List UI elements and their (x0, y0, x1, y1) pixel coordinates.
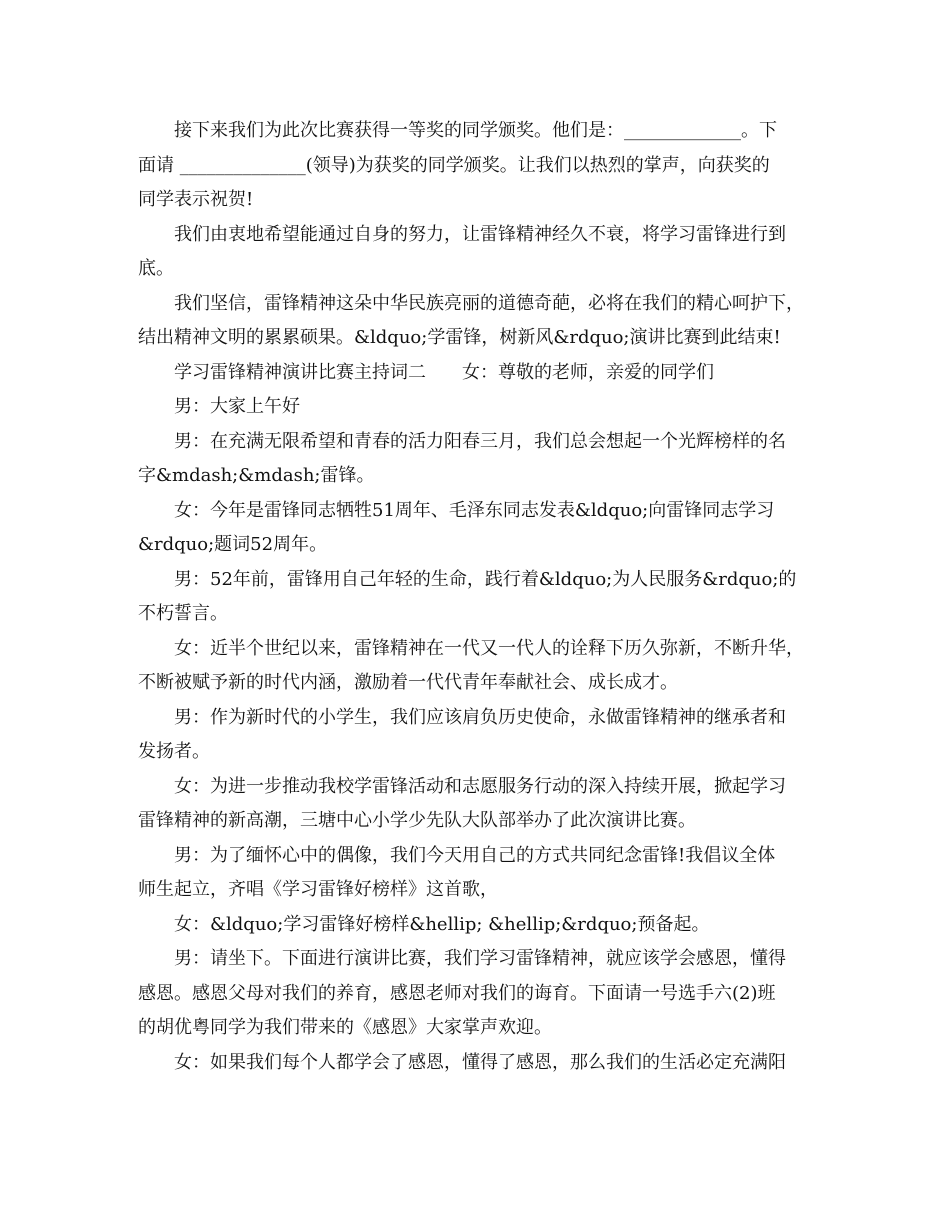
text-line: 同学表示祝贺! (138, 189, 254, 210)
text-line: 女：如果我们每个人都学会了感恩，懂得了感恩，那么我们的生活必定充满阳 (174, 1051, 786, 1073)
text-line: 男：在充满无限希望和青春的活力阳春三月，我们总会想起一个光辉榜样的名 (174, 430, 786, 452)
paragraph-male-students (138, 701, 818, 770)
paragraph-male-oath (138, 563, 818, 632)
document-body (138, 114, 818, 1080)
text-line: 发扬者。 (138, 741, 210, 762)
text-line: 男：为了缅怀心中的偶像，我们今天用自己的方式共同纪念雷锋!我倡议全体 (174, 844, 776, 866)
text-line: 不朽誓言。 (138, 603, 228, 624)
paragraph-female-century (138, 632, 818, 701)
paragraph-male-spring (138, 425, 818, 494)
text-line: 女：&ldquo;学习雷锋好榜样&hellip; &hellip;&rdquo;预备起。 (174, 913, 710, 935)
text-line: 接下来我们为此次比赛获得一等奖的同学颁奖。他们是：_____________。下 (174, 120, 777, 141)
text-line: 雷锋精神的新高潮，三塘中心小学少先队大队部举办了此次演讲比赛。 (138, 810, 696, 831)
text-line: 的胡优粤同学为我们带来的《感恩》大家掌声欢迎。 (138, 1017, 552, 1038)
paragraph-male-gratitude (138, 942, 818, 1046)
paragraph-female-closing (138, 1046, 818, 1081)
paragraph-hope (138, 218, 818, 287)
paragraph-male-greeting (138, 390, 818, 425)
paragraph-female-ready (138, 908, 818, 943)
text-line: 女：为进一步推动我校学雷锋活动和志愿服务行动的深入持续开展，掀起学习 (174, 775, 786, 797)
text-line: 男：作为新时代的小学生，我们应该肩负历史使命，永做雷锋精神的继承者和 (174, 706, 786, 728)
text-line: 字&mdash;&mdash;雷锋。 (138, 465, 375, 486)
paragraph-female-anniversary (138, 494, 818, 563)
text-line: 底。 (138, 258, 174, 279)
text-line: 男：大家上午好 (174, 396, 300, 417)
text-line: 感恩。感恩父母对我们的养育，感恩老师对我们的诲育。下面请一号选手六(2)班 (138, 982, 776, 1004)
paragraph-award (138, 114, 818, 218)
paragraph-male-song (138, 839, 818, 908)
text-line: 女：今年是雷锋同志牺牲51周年、毛泽东同志发表&ldquo;向雷锋同志学习 (174, 499, 775, 521)
text-line: 结出精神文明的累累硕果。&ldquo;学雷锋，树新风&rdquo;演讲比赛到此结束! (138, 327, 781, 348)
text-line: 面请 ______________(领导)为获奖的同学颁奖。让我们以热烈的掌声，向获奖的 (138, 154, 770, 176)
text-line: 女：近半个世纪以来，雷锋精神在一代又一代人的诠释下历久弥新，不断升华， (174, 637, 804, 659)
text-line: &rdquo;题词52周年。 (138, 534, 328, 555)
paragraph-section-title (138, 356, 818, 391)
text-line: 不断被赋予新的时代内涵，激励着一代代青年奉献社会、成长成才。 (138, 672, 678, 693)
text-line: 师生起立，齐唱《学习雷锋好榜样》这首歌， (138, 879, 498, 900)
text-line: 我们坚信，雷锋精神这朵中华民族亮丽的道德奇葩，必将在我们的精心呵护下， (174, 292, 804, 314)
paragraph-female-activity (138, 770, 818, 839)
text-line: 男：请坐下。下面进行演讲比赛，我们学习雷锋精神，就应该学会感恩，懂得 (174, 948, 786, 969)
text-line: 我们由衷地希望能通过自身的努力，让雷锋精神经久不衰，将学习雷锋进行到 (174, 223, 786, 245)
text-line: 男：52年前，雷锋用自己年轻的生命，践行着&ldquo;为人民服务&rdquo;的 (174, 568, 797, 590)
paragraph-belief (138, 287, 818, 356)
text-line: 学习雷锋精神演讲比赛主持词二 女：尊敬的老师，亲爱的同学们 (174, 361, 714, 383)
